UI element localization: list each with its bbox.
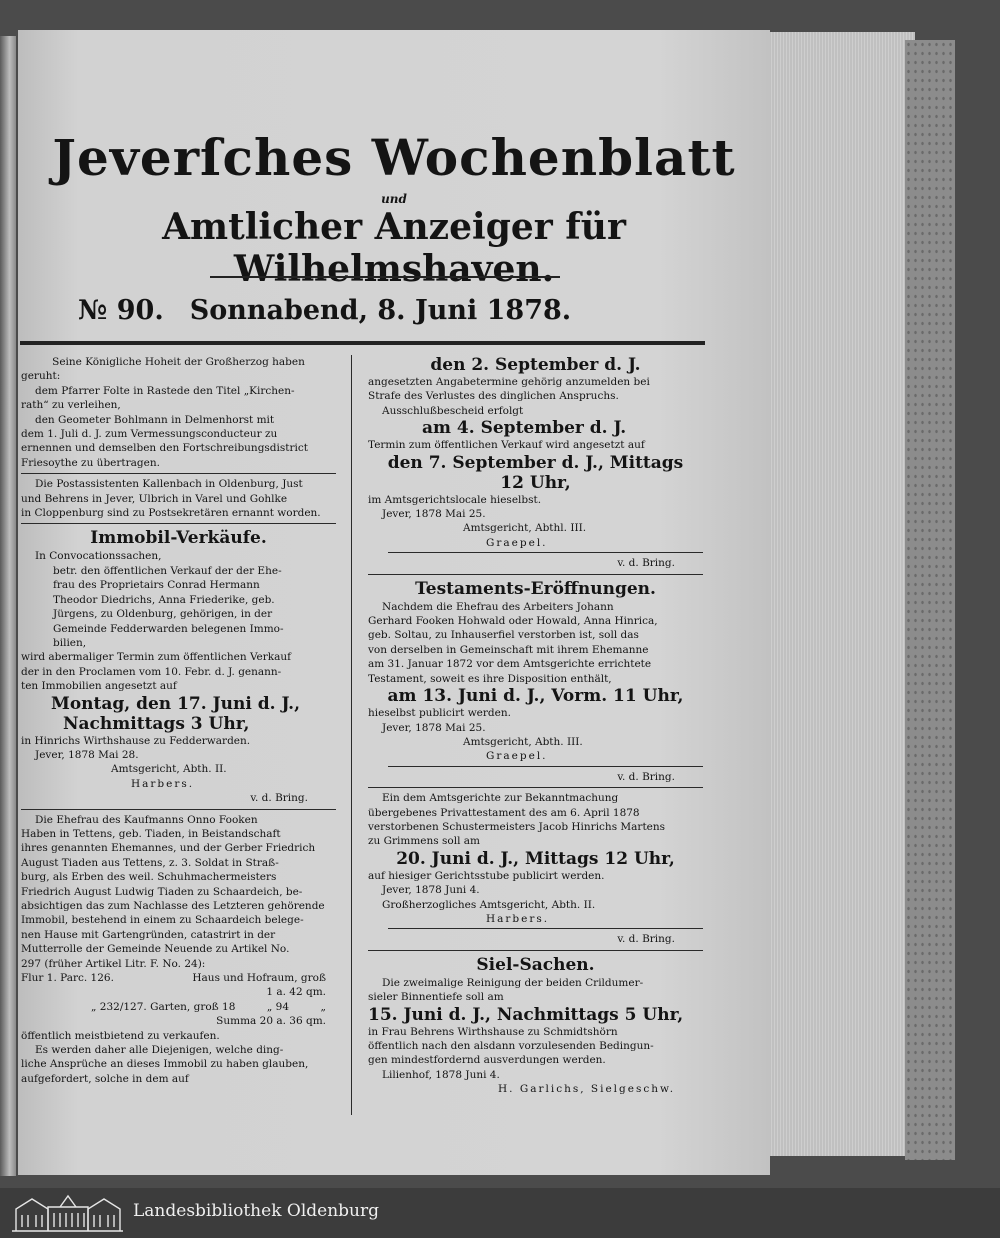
notice-line: ihres genannten Ehemannes, und der Gerber Friedrich [21,842,316,855]
place-date: Jever, 1878 Mai 25. [382,508,486,521]
notice-line: Immobil, bestehend in einem zu Schaardeich belege- [21,914,304,927]
book-page-edges [770,32,915,1156]
notice-line: Mutterrolle der Gemeinde Neuende zu Artikel No. [21,943,290,956]
notice-line: Die Ehefrau des Kaufmanns Onno Fooken [35,813,258,826]
divider [368,787,703,788]
notice-line: öffentlich meistbietend zu verkaufen. [21,1029,220,1042]
notice-line: In Convocationssachen, [35,550,162,563]
notice-line: Seine Königliche Hoheit der Großherzog haben [52,356,305,368]
right-column [368,355,703,1097]
garden-row [21,1000,336,1014]
notice-line: auf hiesiger Gerichtsstube publicirt werden. [368,869,605,882]
notice-line: Die zweimalige Reinigung der beiden Crildumer- [382,976,644,989]
notice-line: öffentlich nach den alsdann vorzulesenden Bedingun- [368,1040,654,1052]
notice-line: sieler Binnentiefe soll am [368,991,504,1004]
notice-line: den Geometer Bohlmann in Delmenhorst mit [35,413,275,426]
notice-line: aufgefordert, solche in dem auf [21,1072,189,1085]
divider [21,809,336,810]
notice-line: frau des Proprietairs Conrad Hermann [53,579,260,592]
section-heading-siel: Siel-Sachen. [476,954,595,975]
section-heading-immobil: Immobil-Verkäufe. [90,528,267,549]
notice-line: nen Hause mit Gartengründen, catastrirt in der [21,928,276,941]
place-date: Jever, 1878 Juni 4. [382,884,480,897]
notice-line: wird abermaliger Termin zum öffentlichen Verkauf [21,651,292,664]
parcel-size: 1 a. 42 qm. [266,986,326,999]
book-cover-edge [905,40,955,1160]
place-date: Jever, 1878 Mai 25. [382,721,486,734]
place-date: Jever, 1878 Mai 28. [35,748,139,761]
signature: v. d. Bring. [250,792,308,805]
garden-unit: „ [320,1000,326,1013]
judge-name: Harbers. [486,912,550,925]
garden-size: „ 94 [266,1000,290,1013]
divider [21,523,336,524]
judge-name: Graepel. [486,536,548,549]
cleaning-date: 15. Juni d. J., Nachmittags 5 Uhr, [368,1004,684,1025]
notice-line: Friesoythe zu übertragen. [21,456,160,469]
notice-line: gen mindestfordernd ausverdungen werden. [368,1054,606,1067]
court-name: Amtsgericht, Abth. III. [463,735,583,748]
notice-line: am 31. Januar 1872 vor dem Amtsgerichte errichtete [368,658,652,671]
notice-postal [21,477,336,520]
divider [388,766,703,767]
signature: v. d. Bring. [617,557,675,570]
masthead-und: und [381,192,407,206]
notice-line: Strafe des Verlustes des dinglichen Anspruchs. [368,390,619,403]
notice-line: dem 1. Juli d. J. zum Vermessungsconducteur zu [21,428,278,441]
notice-line: 297 (früher Artikel Litr. F. No. 24): [21,957,206,970]
notice-line: verstorbenen Schustermeisters Jacob Hinrichs Martens [368,820,666,833]
notice-line: dem Pfarrer Folte in Rastede den Titel „Kirchen- [35,384,295,397]
masthead-title: Jeverſches Wochenblatt [52,128,736,187]
section-heading-testament: Testaments-Eröffnungen. [415,578,656,599]
notice-immobil [21,549,336,805]
left-page-edge [0,36,16,1176]
notice-line: Haben in Tettens, geb. Tiaden, in Beistandschaft [21,827,281,840]
notice-line: geb. Soltau, zu Inhauserfiel verstorben ist, soll das [368,629,639,642]
parcel-number: Flur 1. Parc. 126. [21,972,114,985]
signature: H. Garlichs, Sielgeschw. [498,1083,676,1096]
notice-line: rath“ zu verleihen, [21,399,121,412]
opening-date: am 13. Juni d. J., Vorm. 11 Uhr, [387,686,684,707]
notice-line: bilien, [53,636,87,649]
notice-line: Es werden daher alle Diejenigen, welche ding- [35,1044,284,1057]
left-column [21,355,336,1086]
sale-date: den 7. September d. J., Mittags [387,452,684,473]
signature: v. d. Bring. [617,770,675,783]
notice-line: in Frau Behrens Wirthshause zu Schmidtshörn [368,1025,618,1038]
opening-date: 20. Juni d. J., Mittags 12 Uhr, [396,848,675,869]
column-divider [351,355,352,1115]
notice-line: Termin zum öffentlichen Verkauf wird angesetzt auf [368,439,645,452]
notice-line: zu Grimmens soll am [368,835,480,848]
notice-line: hieselbst publicirt werden. [368,707,511,720]
issue-number: № 90. [78,295,164,326]
notice-line: in Cloppenburg sind zu Postsekretären ernannt worden. [21,507,321,520]
notice-line: August Tiaden aus Tettens, z. 3. Soldat in Straß- [21,856,279,869]
notice-line: burg, als Erben des weil. Schuhmachermeisters [21,871,277,884]
sale-time: 12 Uhr, [500,472,571,493]
sale-date: Montag, den 17. Juni d. J., [51,693,301,714]
notice-line: liche Ansprüche an dieses Immobil zu haben glauben, [21,1058,309,1071]
newspaper-page [18,30,770,1175]
masthead-subtitle: Amtlicher Anzeiger für Wilhelmshaven. [162,206,626,290]
sum-total: Summa 20 a. 36 qm. [216,1015,326,1028]
notice-line: der in den Proclamen vom 10. Febr. d. J. genann- [21,665,282,678]
notice-line: Gemeinde Fedderwarden belegenen Immo- [53,622,284,635]
divider [368,574,703,575]
notice-line: angesetzten Angabetermine gehörig anzumelden bei [368,376,650,388]
place-date: Lilienhof, 1878 Juni 4. [382,1068,500,1081]
notice-line: betr. den öffentlichen Verkauf der der Ehe- [53,564,282,577]
court-name: Großherzogliches Amtsgericht, Abth. II. [382,898,596,911]
notice-line: ten Immobilien angesetzt auf [21,680,177,693]
library-name: Landesbibliothek Oldenburg [133,1201,380,1221]
notice-line: von derselben in Gemeinschaft mit ihrem Ehemanne [368,643,649,656]
notice-line: und Behrens in Jever, Ulbrich in Varel und Gohlke [21,492,288,505]
judge-name: Harbers. [131,777,195,790]
notice-line: übergebenes Privattestament des am 6. April 1878 [368,806,640,819]
parcel-desc: Haus und Hofraum, groß [192,972,326,985]
issue-dateline [78,295,678,326]
notice-line: Gerhard Fooken Hohwald oder Howald, Anna Hinrica, [368,615,658,628]
court-name: Amtsgericht, Abthl. III. [463,522,587,535]
parcel-row [21,971,336,985]
garden-parcel: „ 232/127. Garten, groß 18 [91,1000,236,1013]
notice-line: Ein dem Amtsgerichte zur Bekanntmachung [382,792,619,805]
notice-line: im Amtsgerichtslocale hieselbst. [368,493,542,506]
notice-line: Nachdem die Ehefrau des Arbeiters Johann [382,600,614,613]
divider [368,950,703,951]
notice-line: Die Postassistenten Kallenbach in Oldenburg, Just [35,478,303,491]
issue-date: Sonnabend, 8. Juni 1878. [189,295,572,326]
divider [388,928,703,929]
notice-line: Jürgens, zu Oldenburg, gehörigen, in der [53,608,273,621]
notice-line: ernennen und demselben den Fortschreibungsdistrict [21,442,308,455]
decision-date: am 4. September d. J. [422,418,627,439]
divider [388,552,703,553]
library-building-icon [10,1193,125,1233]
signature: v. d. Bring. [617,933,675,946]
sale-time: Nachmittags 3 Uhr, [63,713,250,734]
sale-place: in Hinrichs Wirthshause zu Fedderwarden. [21,734,251,747]
notice-line: Ausschlußbescheid erfolgt [382,404,524,417]
deadline-date: den 2. September d. J. [430,355,641,375]
notice-line: Theodor Diedrichs, Anna Friederike, geb. [53,593,275,606]
divider [21,473,336,474]
notice-line: absichtigen das zum Nachlasse des Letzteren gehörende [21,900,325,912]
notice-appointment [21,355,336,470]
header-rule [20,341,705,345]
notice-sale [21,813,336,1087]
notice-line: Testament, soweit es ihre Disposition enthält, [368,672,612,685]
court-name: Amtsgericht, Abth. II. [111,763,227,776]
masthead-rule [210,276,560,278]
judge-name: Graepel. [486,750,548,763]
notice-line: Friedrich August Ludwig Tiaden zu Schaardeich, be- [21,885,303,898]
notice-line: geruht: [21,370,61,383]
